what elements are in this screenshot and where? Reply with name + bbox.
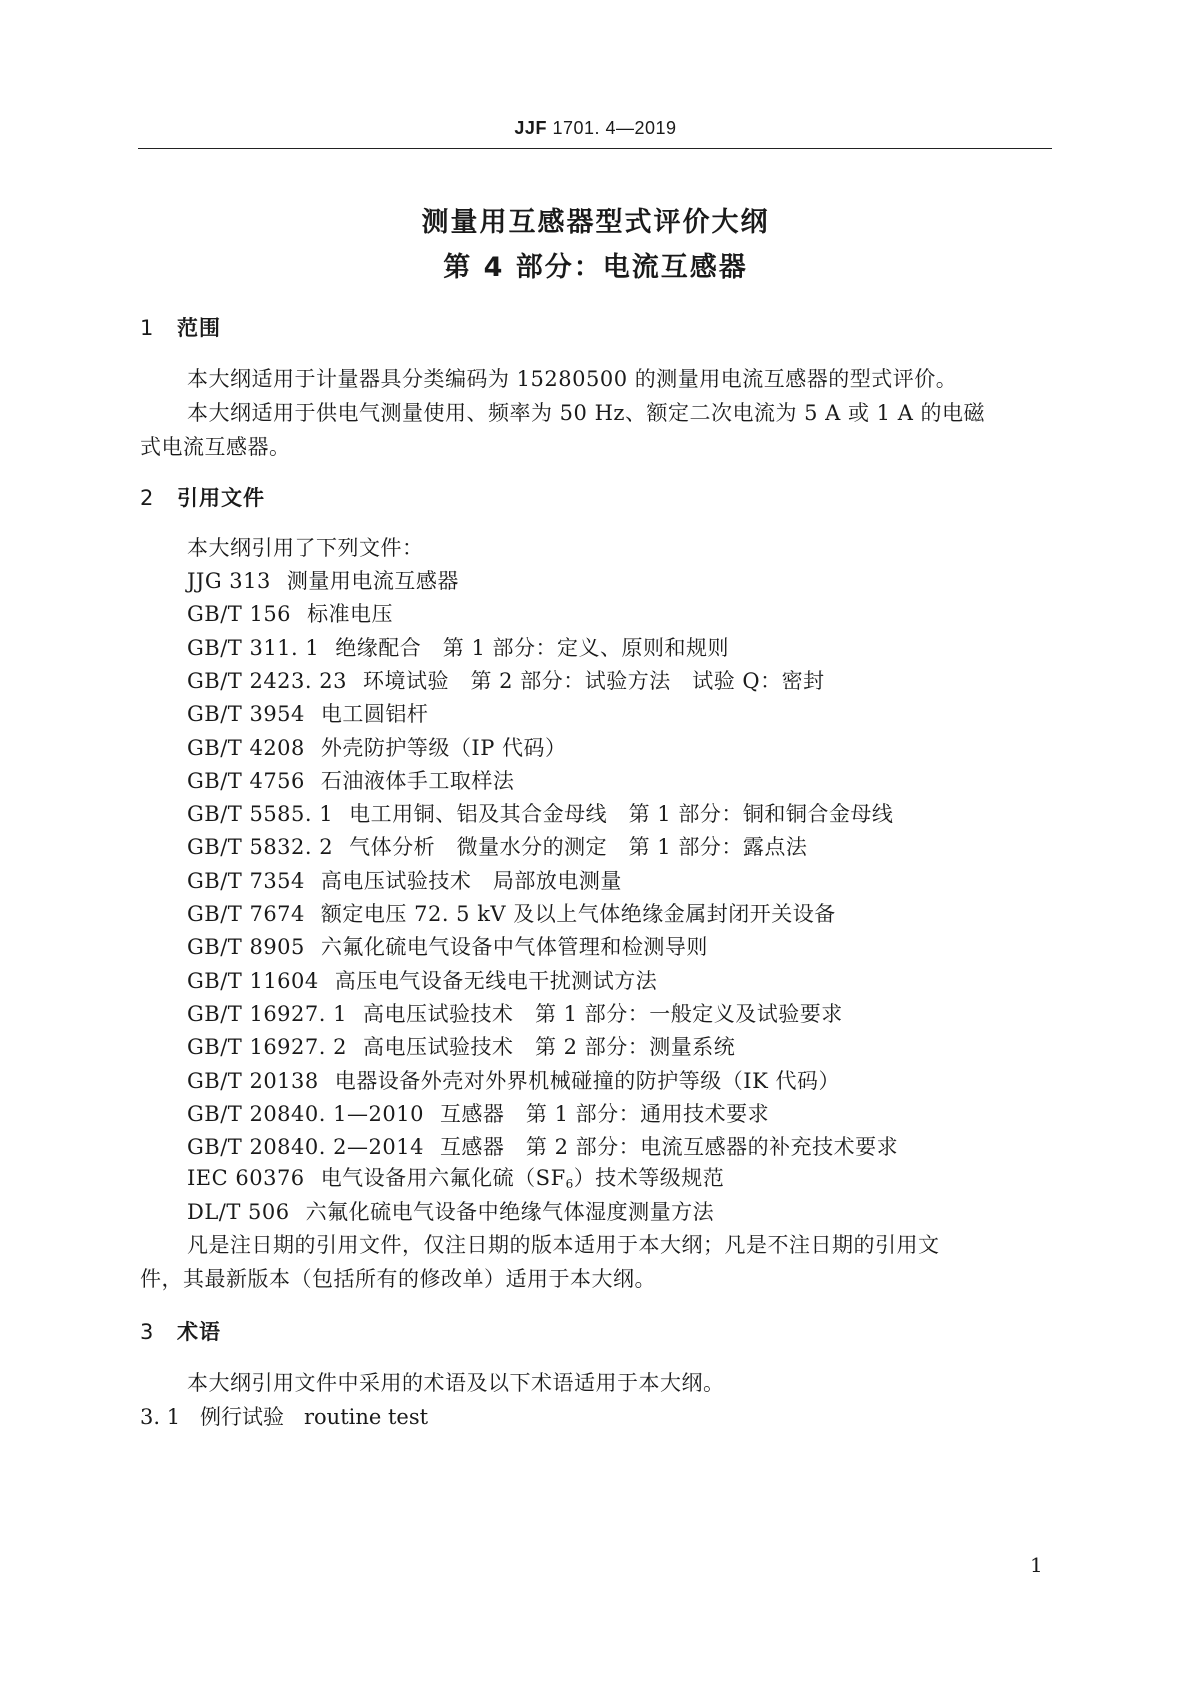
reference-item [187, 635, 729, 661]
section-heading-terms [140, 1316, 221, 1346]
reference-code: GB/T 4208 [187, 736, 305, 760]
reference-item [187, 1101, 769, 1127]
header-divider [138, 148, 1052, 149]
reference-code: IEC 60376 [187, 1166, 305, 1190]
standard-number: 1701. 4—2019 [546, 118, 677, 138]
reference-code: GB/T 16927. 1 [187, 1002, 347, 1026]
reference-title: 电气设备用六氟化硫$(SF_6)$技术等级规范 [320, 1166, 725, 1191]
reference-item [187, 735, 567, 761]
terms-intro: 本大纲引用文件中采用的术语及以下术语适用于本大纲。 [187, 1371, 725, 1395]
section-number: 3 [140, 1320, 155, 1344]
reference-item-dl [187, 1199, 714, 1225]
reference-code: GB/T 156 [187, 602, 292, 626]
reference-item [187, 868, 622, 894]
reference-code: GB/T 3954 [187, 702, 305, 726]
page-number: 1 [1030, 1553, 1043, 1577]
section-title: 范围 [177, 316, 221, 340]
reference-title: 高电压试验技术 局部放电测量 [320, 869, 622, 893]
references-note-line-1: 凡是注日期的引用文件，仅注日期的版本适用于本大纲；凡是不注日期的引用文 [187, 1233, 940, 1257]
reference-code: GB/T 5585. 1 [187, 802, 334, 826]
term-routine-test [140, 1404, 428, 1430]
reference-title: 石油液体手工取样法 [320, 769, 515, 793]
scope-paragraph-1: 本大纲适用于计量器具分类编码为 15280500 的测量用电流互感器的型式评价。 [187, 367, 958, 391]
references-intro: 本大纲引用了下列文件： [187, 536, 424, 560]
reference-code: GB/T 311. 1 [187, 636, 320, 660]
reference-item [187, 901, 836, 927]
references-note-line-2: 件，其最新版本（包括所有的修改单）适用于本大纲。 [140, 1267, 656, 1291]
document-subtitle: 第 4 部分：电流互感器 [443, 252, 748, 283]
reference-code: JJG 313 [187, 569, 271, 593]
reference-item [187, 834, 807, 860]
reference-item [187, 1134, 898, 1160]
reference-title: 气体分析 微量水分的测定 第 1 部分：露点法 [349, 835, 808, 859]
section-title: 引用文件 [177, 486, 265, 510]
reference-title: 互感器 第 2 部分：电流互感器的补充技术要求 [439, 1135, 899, 1159]
term-chinese: 例行试验 [200, 1405, 284, 1429]
reference-code: GB/T 5832. 2 [187, 835, 334, 859]
reference-item-iec [187, 1165, 724, 1197]
reference-item [187, 768, 514, 794]
reference-title: 电工圆铝杆 [320, 702, 429, 726]
reference-title: 外壳防护等级（IP 代码） [320, 736, 567, 760]
reference-code: GB/T 8905 [187, 935, 305, 959]
reference-title: 高电压试验技术 第 1 部分：一般定义及试验要求 [362, 1002, 843, 1026]
reference-title: 标准电压 [307, 602, 394, 626]
reference-item [187, 568, 459, 594]
reference-item [187, 934, 708, 960]
reference-code: GB/T 4756 [187, 769, 305, 793]
reference-title: 电工用铜、铝及其合金母线 第 1 部分：铜和铜合金母线 [349, 802, 894, 826]
reference-item [187, 801, 893, 827]
reference-code: GB/T 20138 [187, 1069, 319, 1093]
reference-title: 六氟化硫电气设备中气体管理和检测导则 [320, 935, 708, 959]
reference-code: GB/T 20840. 1—2010 [187, 1102, 424, 1126]
term-english: routine test [304, 1405, 429, 1429]
reference-item [187, 1034, 735, 1060]
reference-code: GB/T 11604 [187, 969, 319, 993]
reference-item [187, 968, 657, 994]
reference-title: 电器设备外壳对外界机械碰撞的防护等级（IK 代码） [334, 1069, 840, 1093]
section-number: 1 [140, 316, 155, 340]
reference-title: 互感器 第 1 部分：通用技术要求 [439, 1102, 770, 1126]
reference-code: GB/T 2423. 23 [187, 669, 347, 693]
reference-code: GB/T 16927. 2 [187, 1035, 347, 1059]
scope-paragraph-2-line-1: 本大纲适用于供电气测量使用、频率为 50 Hz、额定二次电流为 5 A 或 1 A 的电磁 [187, 401, 986, 425]
reference-item [187, 701, 428, 727]
term-number: 3. 1 [140, 1405, 181, 1429]
reference-title: 六氟化硫电气设备中绝缘气体湿度测量方法 [305, 1200, 715, 1224]
reference-code: GB/T 7354 [187, 869, 305, 893]
reference-title: 绝缘配合 第 1 部分：定义、原则和规则 [335, 636, 729, 660]
reference-title: 测量用电流互感器 [286, 569, 459, 593]
reference-title: 额定电压 72. 5 kV 及以上气体绝缘金属封闭开关设备 [320, 902, 836, 926]
reference-item [187, 601, 393, 627]
section-heading-references [140, 482, 265, 512]
reference-title: 高压电气设备无线电干扰测试方法 [334, 969, 658, 993]
reference-item [187, 1001, 843, 1027]
reference-title: 高电压试验技术 第 2 部分：测量系统 [362, 1035, 736, 1059]
section-title: 术语 [177, 1320, 221, 1344]
document-title: 测量用互感器型式评价大纲 [421, 207, 770, 238]
standard-prefix: JJF [514, 118, 547, 138]
reference-code: GB/T 20840. 2—2014 [187, 1135, 424, 1159]
section-heading-scope [140, 312, 221, 342]
reference-item [187, 1068, 840, 1094]
scope-paragraph-2-line-2: 式电流互感器。 [140, 435, 291, 459]
reference-code: GB/T 7674 [187, 902, 305, 926]
page-header [0, 118, 1191, 139]
reference-item [187, 668, 825, 694]
section-number: 2 [140, 486, 155, 510]
reference-code: DL/T 506 [187, 1200, 290, 1224]
reference-title: 环境试验 第 2 部分：试验方法 试验 Q：密封 [362, 669, 825, 693]
